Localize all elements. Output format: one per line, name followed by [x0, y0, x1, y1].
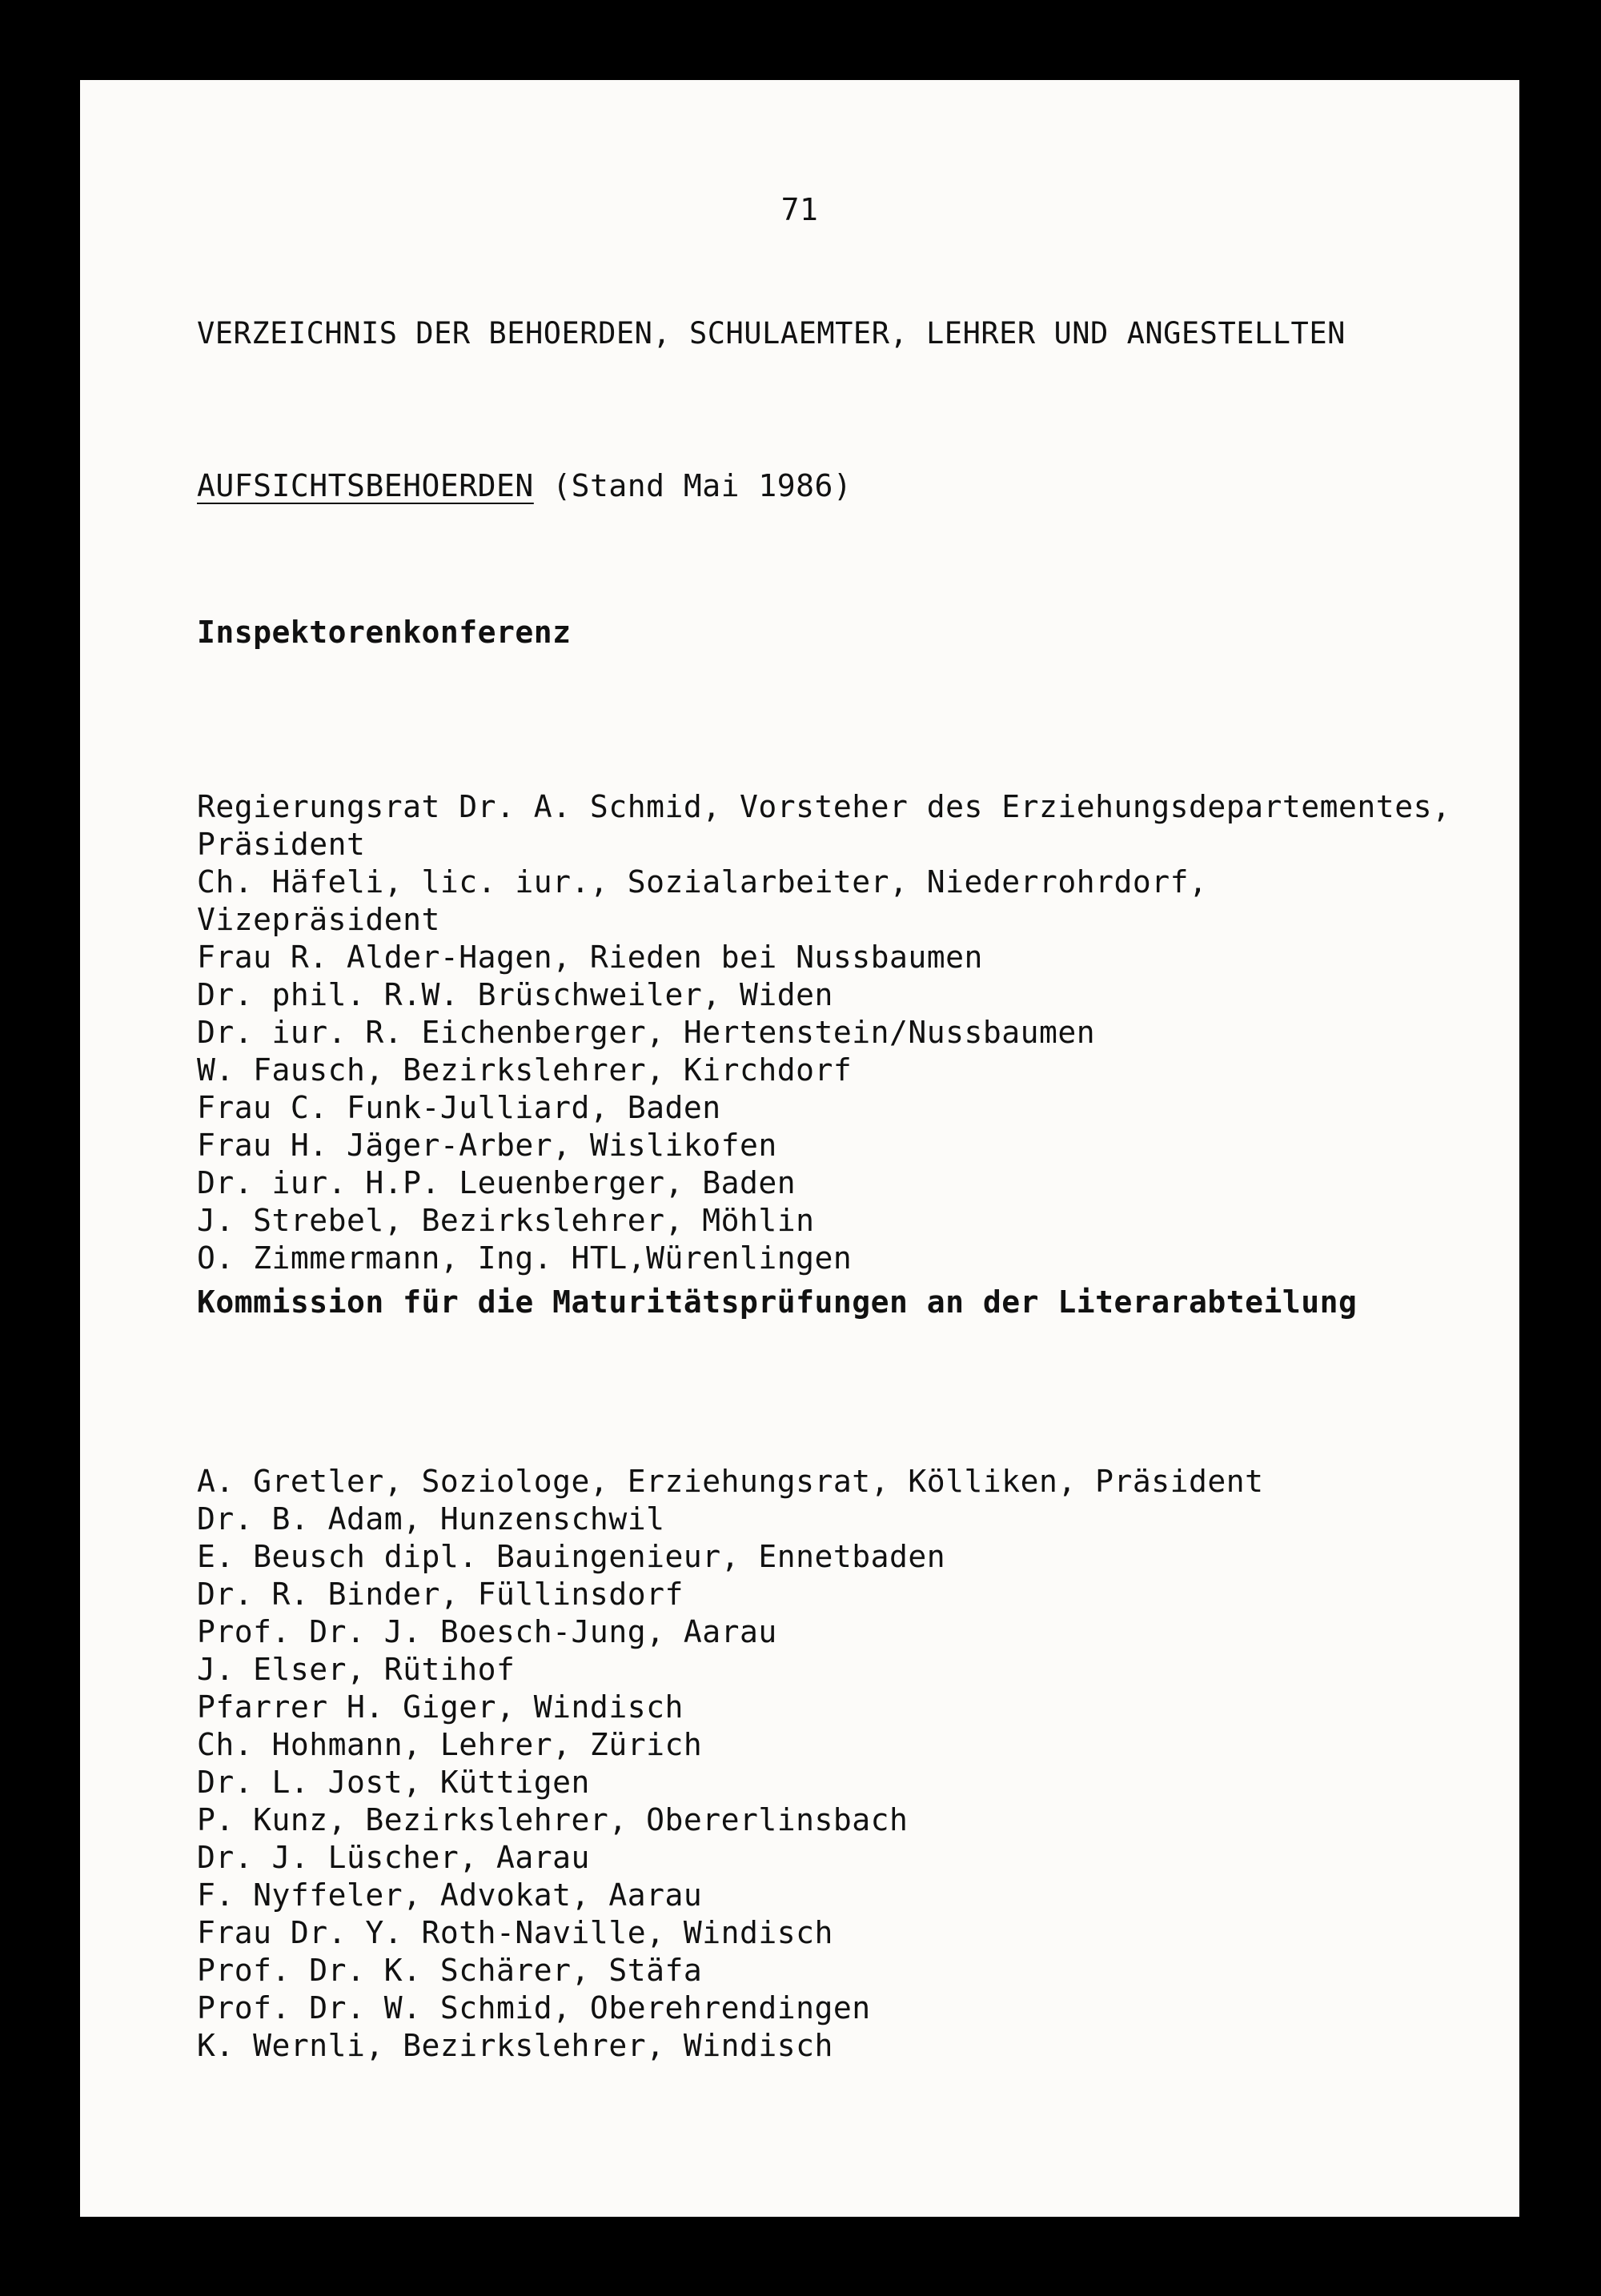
list-item: Frau C. Funk-Julliard, Baden: [197, 1090, 721, 1125]
list-item: K. Wernli, Bezirkslehrer, Windisch: [197, 2028, 833, 2063]
list-item: Regierungsrat Dr. A. Schmid, Vorsteher des Erziehungsdepartementes,: [197, 789, 1451, 824]
group-title-kommission: Kommission für die Maturitätsprüfungen an der Literarabteilung: [197, 1284, 1358, 1320]
list-item: A. Gretler, Soziologe, Erziehungsrat, Kölliken, Präsident: [197, 1464, 1264, 1499]
list-item: Dr. L. Jost, Küttigen: [197, 1765, 590, 1800]
document-page: [80, 80, 1519, 2217]
list-item: Prof. Dr. W. Schmid, Oberehrendingen: [197, 1990, 871, 2026]
list-item: O. Zimmermann, Ing. HTL,Würenlingen: [197, 1240, 853, 1276]
list-item: Prof. Dr. K. Schärer, Stäfa: [197, 1953, 703, 1988]
section-heading-suffix: (Stand Mai 1986): [533, 468, 853, 503]
list-item: Dr. B. Adam, Hunzenschwil: [197, 1501, 665, 1537]
list-item: P. Kunz, Bezirkslehrer, Obererlinsbach: [197, 1802, 909, 1837]
list-item: Dr. J. Lüscher, Aarau: [197, 1840, 590, 1875]
section-heading: [197, 468, 852, 503]
list-item: Dr. R. Binder, Füllinsdorf: [197, 1577, 684, 1612]
member-list-inspektorenkonferenz: [197, 788, 1451, 1277]
list-item: W. Fausch, Bezirkslehrer, Kirchdorf: [197, 1052, 853, 1088]
list-item: Frau Dr. Y. Roth-Naville, Windisch: [197, 1915, 833, 1950]
list-item: Dr. iur. H.P. Leuenberger, Baden: [197, 1165, 796, 1200]
list-item: Ch. Hohmann, Lehrer, Zürich: [197, 1727, 703, 1762]
member-list-kommission: [197, 1463, 1264, 2065]
list-item: Dr. phil. R.W. Brüschweiler, Widen: [197, 977, 833, 1012]
group-title-inspektorenkonferenz: Inspektorenkonferenz: [197, 615, 572, 650]
list-item: Präsident: [197, 827, 366, 862]
list-item: J. Strebel, Bezirkslehrer, Möhlin: [197, 1203, 815, 1238]
list-item: F. Nyffeler, Advokat, Aarau: [197, 1877, 703, 1913]
list-item: Frau R. Alder-Hagen, Rieden bei Nussbaumen: [197, 940, 983, 975]
list-item: Vizepräsident: [197, 902, 440, 937]
list-item: J. Elser, Rütihof: [197, 1652, 516, 1687]
list-item: E. Beusch dipl. Bauingenieur, Ennetbaden: [197, 1539, 946, 1574]
list-item: Ch. Häfeli, lic. iur., Sozialarbeiter, Niederrohrdorf,: [197, 864, 1208, 900]
list-item: Frau H. Jäger-Arber, Wislikofen: [197, 1128, 777, 1163]
page-number: 71: [780, 192, 819, 227]
document-title: VERZEICHNIS DER BEHOERDEN, SCHULAEMTER, LEHRER UND ANGESTELLTEN: [197, 316, 1346, 351]
section-heading-underlined: AUFSICHTSBEHOERDEN: [197, 468, 534, 503]
list-item: Pfarrer H. Giger, Windisch: [197, 1689, 684, 1725]
list-item: Dr. iur. R. Eichenberger, Hertenstein/Nussbaumen: [197, 1015, 1096, 1050]
list-item: Prof. Dr. J. Boesch-Jung, Aarau: [197, 1614, 777, 1649]
